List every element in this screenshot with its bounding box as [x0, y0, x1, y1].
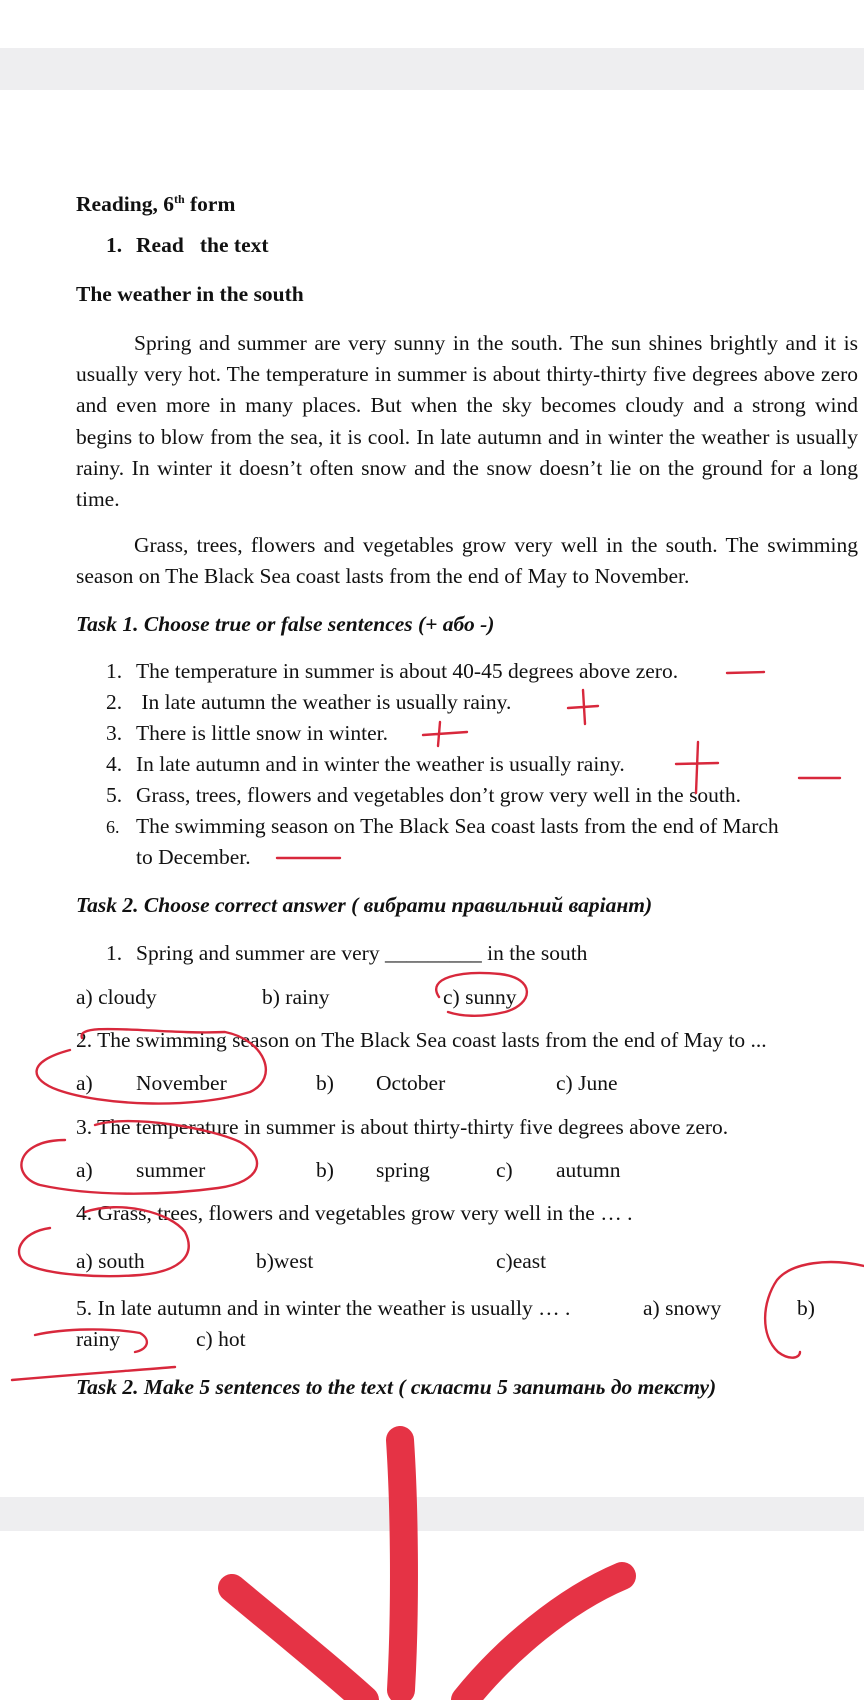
task3-heading: Task 2. Make 5 sentences to the text ( скласти 5 запитань до тексту)	[76, 1375, 717, 1399]
worksheet-title: Reading, 6th form	[76, 192, 236, 217]
task1-item: 6. The swimming season on The Black Sea coast lasts from the end of March	[106, 814, 779, 838]
q3-option-b-letter: b)	[316, 1158, 334, 1182]
q5-option-b-continuation: rainy	[76, 1327, 121, 1351]
question-5: 5. In late autumn and in winter the weather is usually … .	[76, 1296, 571, 1320]
step-read-text: 1. Read the text	[106, 233, 269, 257]
q1-option-b: b) rainy	[262, 985, 330, 1009]
task1-item-continuation: to December.	[136, 845, 251, 869]
question-1: 1. Spring and summer are very _________ in the south	[106, 941, 588, 965]
q1-option-c: c) sunny	[443, 985, 517, 1009]
q3-option-a: summer	[136, 1158, 206, 1182]
task1-item: 5. Grass, trees, flowers and vegetables don’t grow very well in the south.	[106, 783, 742, 807]
paragraph-2: Grass, trees, flowers and vegetables grow very well in the south. The swimming season on The Black Sea coast lasts from the end of May to November.	[76, 533, 858, 589]
paragraph-1: Spring and summer are very sunny in the south. The sun shines brightly and it is usually very hot. The temperature in summer is about thirty-thirty five degrees above zero and even more in many places. But when the sky becomes cloudy and a strong wind begins to blow from the sea, it is cool. In late autumn and in winter the weather is usually rainy. In winter it doesn’t often snow and the snow doesn’t lie on the ground for a long time.	[76, 331, 858, 512]
q3-option-a-letter: a)	[76, 1158, 93, 1182]
q4-option-b: b)west	[256, 1249, 314, 1273]
q2-option-b-letter: b)	[316, 1071, 334, 1095]
task2-heading: Task 2. Choose correct answer ( вибрати правильний варіант)	[76, 893, 653, 917]
question-4: 4. Grass, trees, flowers and vegetables grow very well in the … .	[76, 1201, 633, 1225]
text-title: The weather in the south	[76, 282, 304, 306]
question-2: 2. The swimming season on The Black Sea coast lasts from the end of May to ...	[76, 1028, 767, 1052]
task1-item: 4. In late autumn and in winter the weather is usually rainy.	[106, 752, 625, 776]
q5-option-a: a) snowy	[643, 1296, 722, 1320]
q2-option-b: October	[376, 1071, 446, 1095]
task1-item: 3. There is little snow in winter.	[106, 721, 388, 745]
q3-option-c-letter: c)	[496, 1158, 513, 1182]
q1-option-a: a) cloudy	[76, 985, 157, 1009]
q5-option-c: c) hot	[196, 1327, 246, 1351]
q2-option-c: c) June	[556, 1071, 618, 1095]
task1-item: 2. In late autumn the weather is usually rainy.	[106, 690, 512, 714]
question-3: 3. The temperature in summer is about thirty-thirty five degrees above zero.	[76, 1115, 729, 1139]
task1-heading: Task 1. Choose true or false sentences (+ або -)	[76, 612, 495, 636]
q2-option-a-letter: a)	[76, 1071, 93, 1095]
q3-option-b: spring	[376, 1158, 430, 1182]
q4-option-a: a) south	[76, 1249, 145, 1273]
q2-option-a: November	[136, 1071, 227, 1095]
q4-option-c: c)east	[496, 1249, 547, 1273]
q5-option-b: b)	[797, 1296, 815, 1320]
task1-item: 1. The temperature in summer is about 40-45 degrees above zero.	[106, 659, 679, 683]
q3-option-c: autumn	[556, 1158, 621, 1182]
